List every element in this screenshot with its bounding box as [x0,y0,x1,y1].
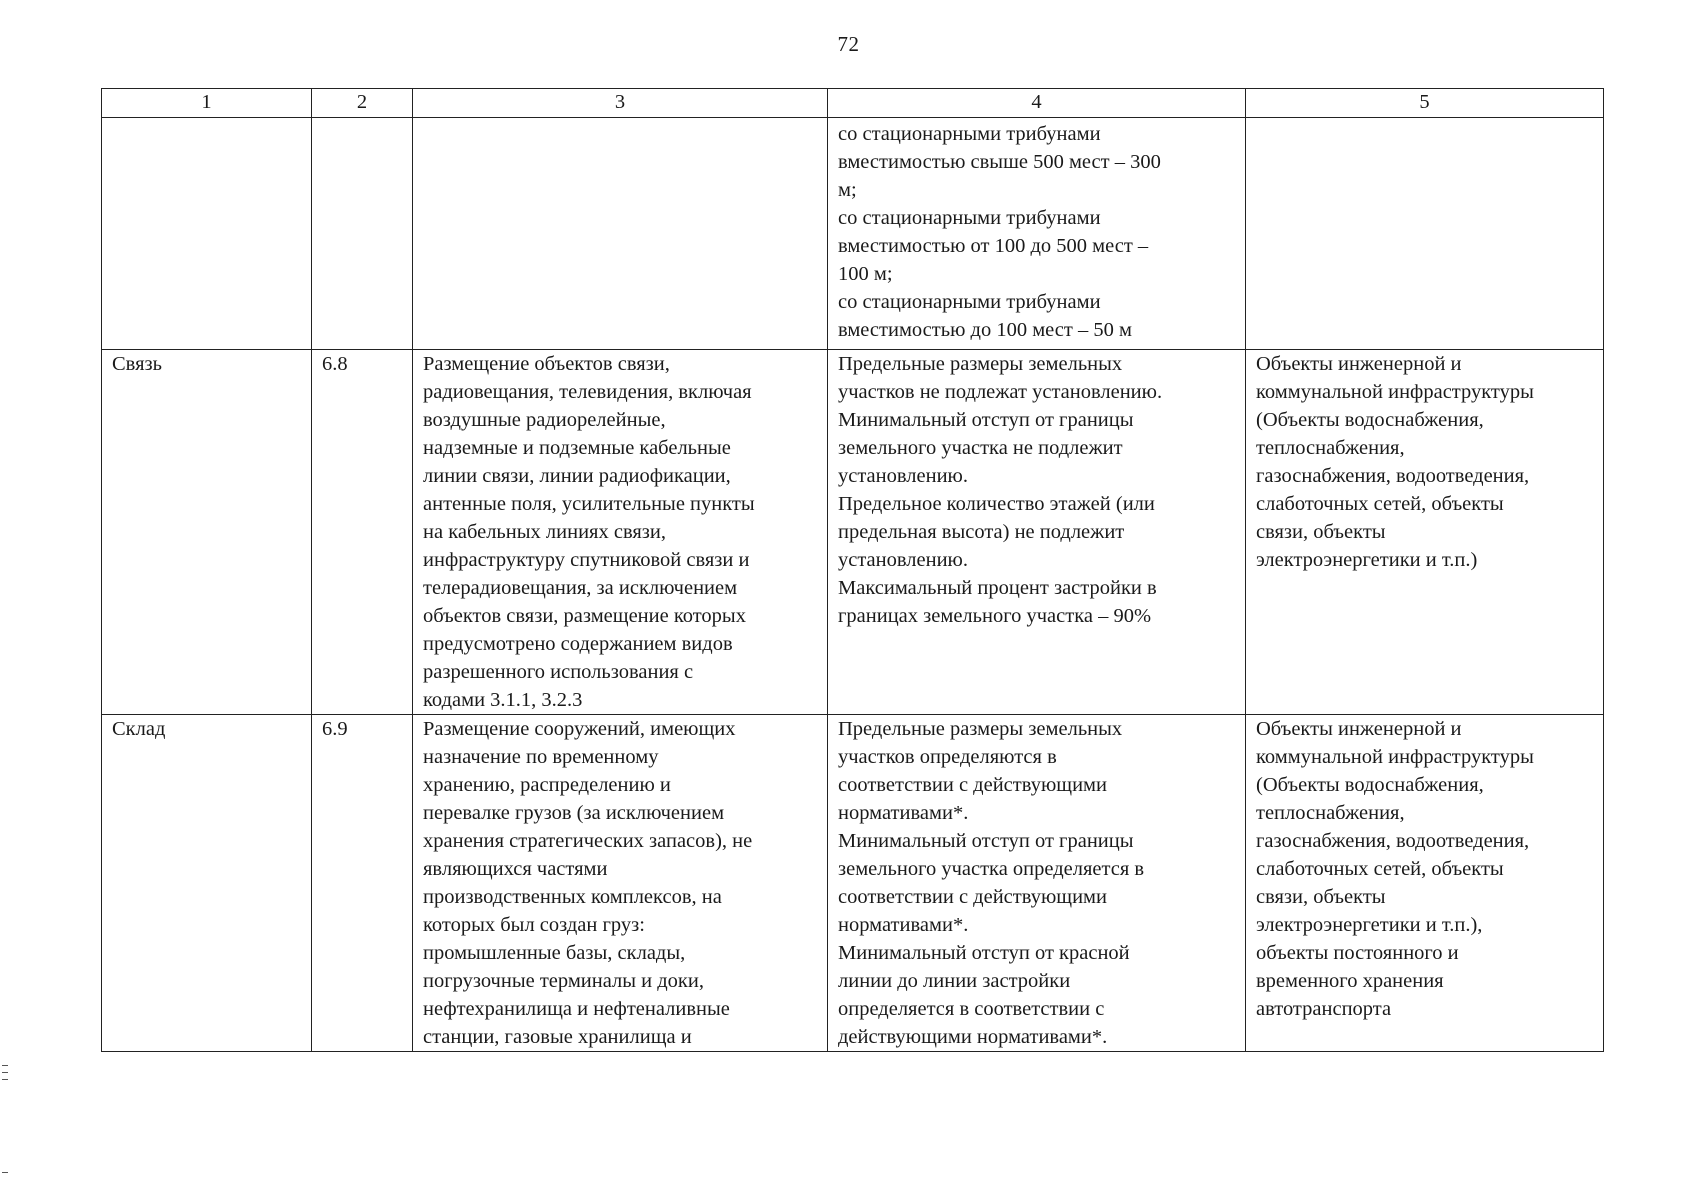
header-cell-2: 2 [312,89,413,118]
table-header-row [102,89,1604,118]
header-cell-5: 5 [1246,89,1604,118]
table-row [102,715,1604,1052]
header-cell-3: 3 [413,89,828,118]
header-cell-4: 4 [828,89,1246,118]
auxiliary-objects [1246,118,1604,350]
page-number: 72 [837,32,860,56]
scan-margin-mark [2,1072,8,1073]
limit-parameters: Предельные размеры земельных участков определяются в соответствии с действующими нормативами*. Минимальный отступ от границы земельного участка определяется в соответствии с действующими нормативами*. Минимальный отступ от красной линии до линии застройки определяется в соответствии с действующими нормативами*. [828,715,1246,1052]
scan-margin-mark [2,1172,8,1173]
auxiliary-objects: Объекты инженерной и коммунальной инфраструктуры (Объекты водоснабжения, теплоснабжения, газоснабжения, водоотведения, слаботочных сетей, объекты связи, объекты электроэнергетики и т.п.) [1246,350,1604,715]
use-type-description: Размещение сооружений, имеющих назначение по временному хранению, распределению и перевалке грузов (за исключением хранения стратегических запасов), не являющихся частями производственных комплексов, на которых был создан груз: промышленные базы, склады, погрузочные терминалы и доки, нефтехранилища и нефтеналивные станции, газовые хранилища и [413,715,828,1052]
limit-parameters: Предельные размеры земельных участков не подлежат установлению. Минимальный отступ от границы земельного участка не подлежит установлению. Предельное количество этажей (или предельная высота) не подлежит установлению. Максимальный процент застройки в границах земельного участка – 90% [828,350,1246,715]
table-row [102,350,1604,715]
auxiliary-objects: Объекты инженерной и коммунальной инфраструктуры (Объекты водоснабжения, теплоснабжения, газоснабжения, водоотведения, слаботочных сетей, объекты связи, объекты электроэнергетики и т.п.), объекты постоянного и временного хранения автотранспорта [1246,715,1604,1052]
use-type-description [413,118,828,350]
limit-parameters: со стационарными трибунами вместимостью свыше 500 мест – 300 м; со стационарными трибунами вместимостью от 100 до 500 мест – 100 м; со стационарными трибунами вместимостью до 100 мест – 50 м [828,118,1246,350]
header-cell-1: 1 [102,89,312,118]
land-use-table [101,88,1604,1052]
use-type-code: 6.9 [312,715,413,1052]
use-type-description: Размещение объектов связи, радиовещания, телевидения, включая воздушные радиорелейные, надземные и подземные кабельные линии связи, линии радиофикации, антенные поля, усилительные пункты на кабельных линиях связи, инфраструктуру спутниковой связи и телерадиовещания, за исключением объектов связи, размещение которых предусмотрено содержанием видов разрешенного использования с кодами 3.1.1, 3.2.3 [413,350,828,715]
table-row [102,118,1604,350]
use-type-name: Связь [102,350,312,715]
use-type-code [312,118,413,350]
use-type-name [102,118,312,350]
scan-margin-mark [2,1079,8,1080]
use-type-code: 6.8 [312,350,413,715]
use-type-name: Склад [102,715,312,1052]
scan-margin-mark [2,1065,8,1066]
